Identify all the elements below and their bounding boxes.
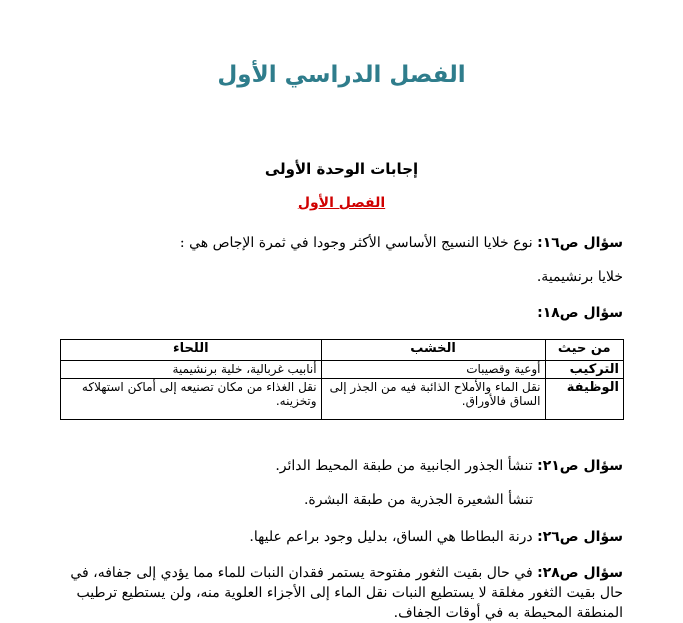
unit-answers-heading: إجابات الوحدة الأولى — [264, 160, 419, 178]
question-26-text: درنة البطاطا هي الساق، بدليل وجود براعم عليها. — [249, 529, 538, 545]
table-header-cell: من حيث — [545, 340, 623, 361]
question-16-answer: خلايا برنشيمية. — [536, 269, 623, 285]
chapter-heading-text: الفصل الأول — [297, 195, 386, 211]
question-28-label: سؤال ص٢٨: — [537, 565, 623, 581]
table-cell: أنابيب غربالية، خلية برنشيمية — [61, 361, 322, 379]
question-16 — [43, 232, 623, 254]
question-26 — [43, 526, 623, 548]
question-21-text: تنشأ الجذور الجانبية من طبقة المحيط الدائر. — [275, 458, 538, 474]
question-21-label: سؤال ص٢١: — [537, 458, 623, 474]
table-row-head: التركيب — [545, 361, 623, 379]
question-28-text: في حال بقيت الثغور مفتوحة يستمر فقدان النبات للماء مما يؤدي إلى جفافه، في حال بقيت الثغور مغلقة لا يستطيع النبات نقل الماء إلى الأجزاء العلوية منه، ولن يستطيع ترطيب المنطقة المحيطة به في أوقات الجفاف. — [70, 565, 623, 621]
question-18 — [43, 302, 623, 324]
question-21 — [43, 455, 623, 477]
chapter-heading — [0, 195, 683, 211]
table-row — [61, 361, 624, 379]
table-row — [61, 379, 624, 420]
question-16-label: سؤال ص١٦: — [537, 235, 623, 251]
table-header-row — [61, 340, 624, 361]
page-title: الفصل الدراسي الأول — [217, 62, 466, 88]
xylem-phloem-table — [60, 339, 624, 420]
table-cell: نقل الماء والأملاح الذائبة فيه من الجذر إلى الساق فالأوراق. — [321, 379, 545, 420]
question-21-text2: تنشأ الشعيرة الجذرية من طبقة البشرة. — [303, 492, 533, 508]
table-header-cell: اللحاء — [61, 340, 322, 361]
table-row-head: الوظيفة — [545, 379, 623, 420]
question-18-label: سؤال ص١٨: — [537, 305, 623, 321]
question-28 — [56, 563, 623, 623]
table-cell: أوعية وقصيبات — [321, 361, 545, 379]
question-16-text: نوع خلايا النسيج الأساسي الأكثر وجودا في ثمرة الإجاص هي : — [179, 235, 538, 251]
question-26-label: سؤال ص٢٦: — [537, 529, 623, 545]
table-header-cell: الخشب — [321, 340, 545, 361]
table-cell: نقل الغذاء من مكان تصنيعه إلى أماكن استهلاكه وتخزينه. — [61, 379, 322, 420]
